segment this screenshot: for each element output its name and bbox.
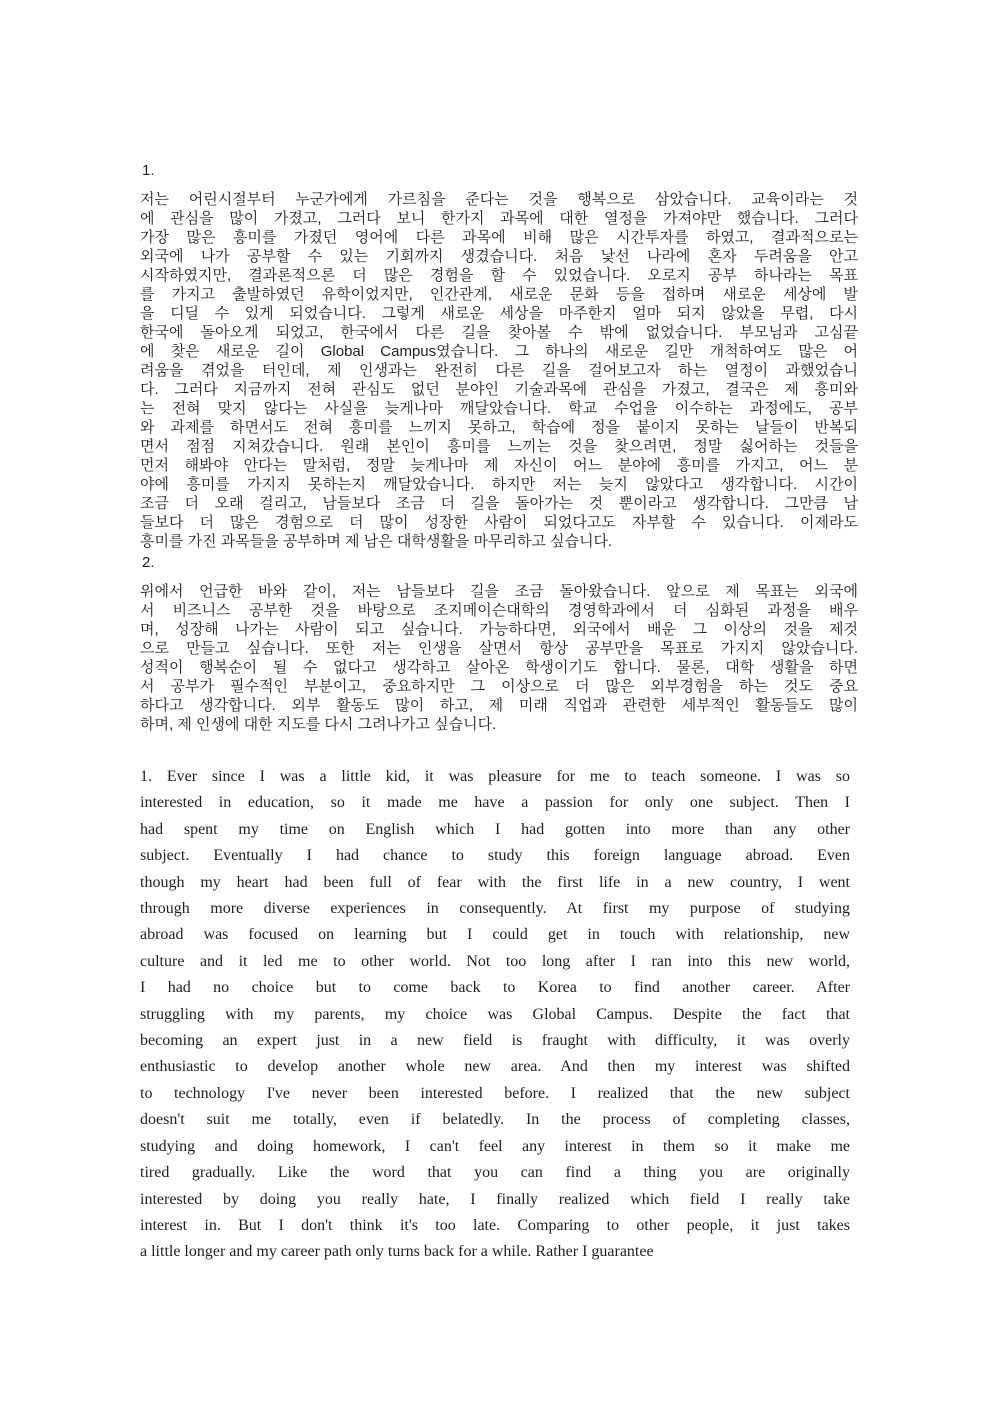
text-line: culture and it led me to other world. Not too long after I ran into this new world, <box>140 952 850 970</box>
text-line: 하며, 제 인생에 대한 지도를 다시 그려나가고 싶습니다. <box>140 716 497 733</box>
text-line: 려움을 겪었을 터인데, 제 인생과는 완전히 다른 길을 걸어보고자 하는 열정이 과했었습니 <box>140 362 858 379</box>
text-line: 조금 더 오래 걸리고, 남들보다 조금 더 길을 돌아가는 것 뿐이라고 생각합니다. 그만큼 남 <box>140 495 858 512</box>
text-line: 와 과제를 하면서도 전혀 흥미를 느끼지 못하고, 학습에 정을 붙이지 못하는 날들이 반복되 <box>140 419 858 436</box>
text-line: 을 디딜 수 있게 되었습니다. 그렇게 새로운 세상을 마주한지 얼마 되지 않았을 무렵, 다시 <box>140 305 858 322</box>
text-line: to technology I've never been interested before. I realized that the new subject <box>140 1084 850 1102</box>
text-line: 에 관심을 많이 가졌고, 그러다 보니 한가지 과목에 대한 열정을 가져야만 했습니다. 그러다 <box>140 210 858 227</box>
text-line: a little longer and my career path only turns back for a while. Rather I guarantee <box>140 1243 654 1261</box>
text-line: interest in. But I don't think it's too late. Comparing to other people, it just takes <box>140 1216 850 1234</box>
text-line: through more diverse experiences in consequently. At first my purpose of studying <box>140 900 850 918</box>
text-line: 에 찾은 새로운 길이 Global Campus였습니다. 그 하나의 새로운 길만 개척하여도 많은 어 <box>140 343 858 360</box>
korean-section-1 <box>140 161 858 551</box>
text-line: 를 가지고 출발하였던 유학이었지만, 인간관계, 새로운 문화 등을 접하며 새로운 세상에 발 <box>140 286 858 303</box>
korean-section-2 <box>140 553 858 734</box>
text-line: 시작하였지만, 결과론적으론 더 많은 경험을 할 수 있었습니다. 오로지 공부 하나라는 목표 <box>140 267 858 284</box>
text-line: becoming an expert just in a new field is fraught with difficulty, it was overly <box>140 1032 850 1050</box>
text-line: subject. Eventually I had chance to study this foreign language abroad. Even <box>140 847 850 865</box>
text-line: 한국에 돌아오게 되었고, 한국에서 다른 길을 찾아볼 수 밖에 없었습니다. 부모님과 고심끝 <box>140 324 858 341</box>
english-translation-section <box>140 764 858 1266</box>
text-line: 는 전혀 맞지 않다는 사실을 늦게나마 깨달았습니다. 학교 수업을 이수하는 과정에도, 공부 <box>140 400 858 417</box>
text-line: struggling with my parents, my choice was Global Campus. Despite the fact that <box>140 1005 850 1023</box>
text-line: 다. 그러다 지금까지 전혀 관심도 없던 분야인 기술과목에 관심을 가졌고, 결국은 제 흥미와 <box>140 381 858 398</box>
text-line: had spent my time on English which I had gotten into more than any other <box>140 820 850 838</box>
text-line: 1. Ever since I was a little kid, it was pleasure for me to teach someone. I was so <box>140 768 850 785</box>
text-line: I had no choice but to come back to Korea to find another career. After <box>140 979 850 997</box>
text-line: 서 공부가 필수적인 부분이고, 중요하지만 그 이상으로 더 많은 외부경험을 하는 것도 중요 <box>140 678 858 695</box>
text-line: 가장 많은 흥미를 가졌던 영어에 다른 과목에 비해 많은 시간투자를 하였고, 결과적으로는 <box>140 229 858 246</box>
text-line: interested in education, so it made me have a passion for only one subject. Then I <box>140 794 850 812</box>
text-line: studying and doing homework, I can't feel any interest in them so it make me <box>140 1137 850 1155</box>
text-line: 며, 성장해 나가는 사람이 되고 싶습니다. 가능하다면, 외국에서 배운 그 이상의 것을 제것 <box>140 621 858 638</box>
text-line: though my heart had been full of fear with the first life in a new country, I went <box>140 873 850 891</box>
text-line: 야에 흥미를 가지지 못하는지 깨달았습니다. 하지만 저는 늦지 않았다고 생각합니다. 시간이 <box>140 476 858 493</box>
text-line: enthusiastic to develop another whole new area. And then my interest was shifted <box>140 1058 850 1076</box>
text-line: 하다고 생각합니다. 외부 활동도 많이 하고, 제 미래 직업과 관련한 세부적인 활동들도 많이 <box>140 697 858 714</box>
text-line: interested by doing you really hate, I finally realized which field I really take <box>140 1190 850 1208</box>
text-line: 면서 점점 지쳐갔습니다. 원래 본인이 흥미를 느끼는 것을 찾으려면, 정말 싫어하는 것들을 <box>140 438 858 455</box>
text-line: 위에서 언급한 바와 같이, 저는 남들보다 길을 조금 돌아왔습니다. 앞으로 제 목표는 외국에 <box>140 583 858 600</box>
section-2-number: 2. <box>142 554 155 571</box>
section-1-number: 1. <box>142 162 155 179</box>
text-line: 외국에 나가 공부할 수 있는 기회까지 생겼습니다. 처음 낯선 나라에 혼자 두려움을 안고 <box>140 248 858 265</box>
text-line: 흥미를 가진 과목들을 공부하며 제 남은 대학생활을 마무리하고 싶습니다. <box>140 533 613 550</box>
text-line: abroad was focused on learning but I could get in touch with relationship, new <box>140 926 850 944</box>
text-line: 먼저 해봐야 안다는 말처럼, 정말 늦게나마 제 자신이 어느 분야에 흥미를 가지고, 어느 분 <box>140 457 858 474</box>
text-line: 서 비즈니스 공부한 것을 바탕으로 조지메이슨대학의 경영학과에서 더 심화된 과정을 배우 <box>140 602 858 619</box>
korean-paragraph-2 <box>140 582 858 734</box>
text-line: 저는 어린시절부터 누군가에게 가르침을 준다는 것을 행복으로 삼았습니다. 교육이라는 것 <box>140 191 858 208</box>
korean-paragraph-1 <box>140 190 858 551</box>
english-paragraph <box>140 764 858 1266</box>
text-line: tired gradually. Like the word that you can find a thing you are originally <box>140 1164 850 1182</box>
text-line: 으로 만들고 싶습니다. 또한 저는 인생을 살면서 항상 공부만을 목표로 가지지 않았습니다. <box>140 640 858 657</box>
text-line: 들보다 더 많은 경험으로 더 많이 성장한 사람이 되었다고도 자부할 수 있습니다. 이제라도 <box>140 514 858 531</box>
text-line: doesn't suit me totally, even if belatedly. In the process of completing classes, <box>140 1111 850 1129</box>
text-line: 성적이 행복순이 될 수 없다고 생각하고 살아온 학생이기도 합니다. 물론, 대학 생활을 하면 <box>140 659 858 676</box>
